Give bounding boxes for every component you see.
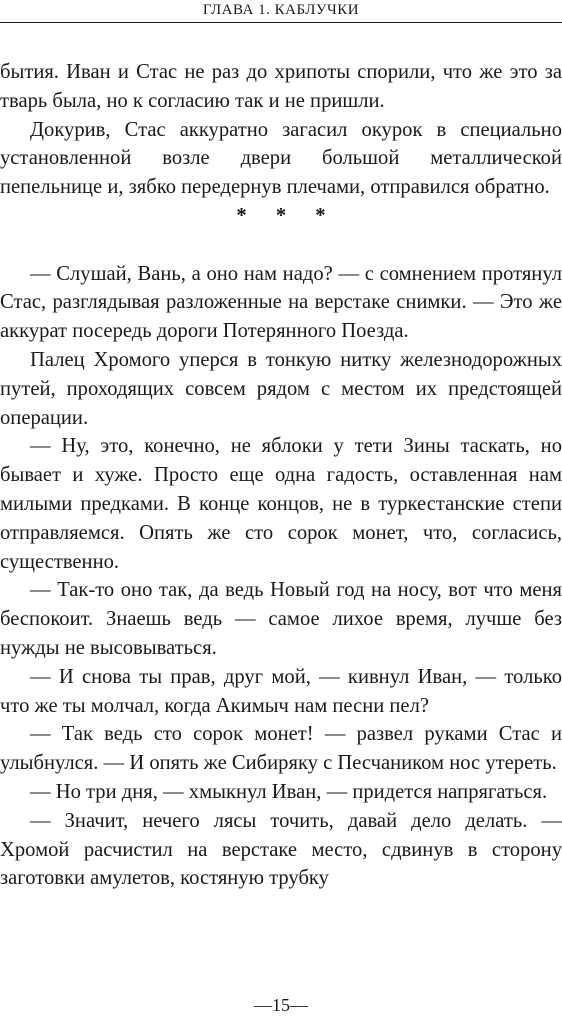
paragraph: — Так-то оно так, да ведь Новый год на носу, вот что меня беспокоит. Знаешь ведь — самое лихое время, лучше без нужды не высовываться.	[0, 579, 562, 659]
chapter-title: ГЛАВА 1. КАБЛУЧКИ	[202, 2, 360, 18]
paragraph: — Слушай, Вань, а оно нам надо? — с сомнением протянул Стас, разглядывая разложенные на верстаке снимки. — Это же аккурат посередь дороги Потерянного Поезда.	[0, 262, 562, 343]
page-number: —15—	[254, 995, 308, 1015]
paragraph: — Ну, это, конечно, не яблоки у тети Зины таскать, но бывает и хуже. Просто еще одна гадость, оставленная нам милыми предками. В конце концов, не в туркестанские степи отправляемся. Опять же сто сорок монет, что, согласись, существенно.	[0, 435, 562, 573]
paragraph: — И снова ты прав, друг мой, — кивнул Иван, — только что же ты молчал, когда Акимыч нам песни пел?	[0, 665, 562, 717]
paragraph: Докурив, Стас аккуратно загасил окурок в специально установленной возле двери большой металлической пепельнице и, зябко передернув плечами, отправился обратно.	[0, 118, 562, 199]
paragraph: — Значит, нечего лясы точить, давай дело делать. — Хромой расчистил на верстаке место, сдвинув в сторону заготовки амулетов, костяную трубку	[0, 809, 562, 890]
paragraph-continued: бытия. Иван и Стас не раз до хрипоты спорили, что же это за тварь была, но к согласию так и не пришли.	[0, 61, 562, 112]
running-header	[0, 0, 562, 23]
paragraph: — Но три дня, — хмыкнул Иван, — придется напрягаться.	[30, 780, 548, 803]
paragraph: — Так ведь сто сорок монет! — развел руками Стас и улыбнулся. — И опять же Сибиряку с Песчаником нос утереть.	[0, 723, 562, 775]
section-break: * * *	[236, 204, 326, 227]
page-footer	[0, 994, 562, 1016]
paragraph: Палец Хромого уперся в тонкую нитку железнодорожных путей, проходящих совсем рядом с местом их предстоящей операции.	[0, 348, 562, 429]
body-text	[0, 58, 562, 893]
